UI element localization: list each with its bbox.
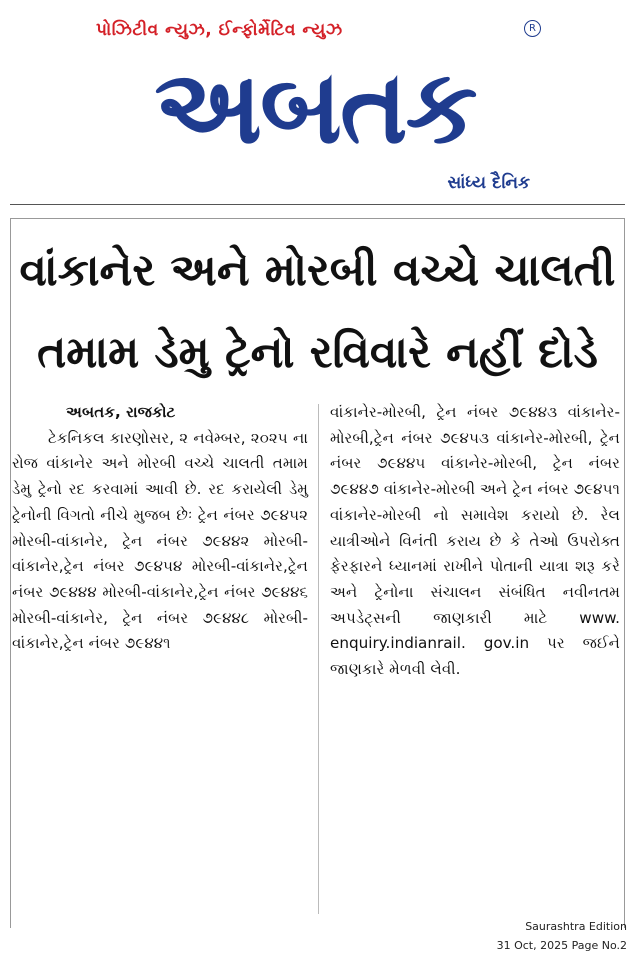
article-headline-line-1: વાંકાનેર અને મોરબી વચ્ચે ચાલતી (19, 245, 616, 296)
article-border-left (10, 218, 11, 928)
edition-name: Saurashtra Edition (525, 920, 627, 933)
newspaper-tagline: પોઝિટીવ ન્યુઝ, ઈન્ફોર્મેટિવ ન્યુઝ (96, 20, 343, 40)
article-dateline: અબતક, રાજકોટ (66, 403, 176, 421)
article-column-2 (330, 400, 620, 683)
article-column-1-body: ટેકનિકલ કારણોસર, ૨ નવેમ્બર, ૨૦૨૫ ના રોજ વાંકાનેર અને મોરબી વચ્ચે ચાલતી તમામ ડેમુ ટ્રેનો રદ કરવામાં આવી છે. રદ કરાયેલી ડેમુ ટ્રેનોની વિગતો નીચે મુજબ છેઃ ટ્રેન નંબર ૭૯૪૫૨ મોરબી-વાંકાનેર, ટ્રેન નંબર ૭૯૪૪૨ મોરબી-વાંકાનેર,ટ્રેન નંબર ૭૯૪૫૪ મોરબી-વાંકાનેર,ટ્રેન નંબર ૭૯૪૪૪ મોરબી-વાંકાનેર,ટ્રેન નંબર ૭૯૪૪૬ મોરબી-વાંકાનેર, ટ્રેન નંબર ૭૯૪૪૮ મોરબી-વાંકાનેર,ટ્રેન નંબર ૭૯૪૪૧ (12, 428, 308, 653)
registered-trademark-icon: R (524, 20, 541, 37)
article-headline-line-2: તમામ ડેમુ ટ્રેનો રવિવારે નહીં દોડે (37, 327, 598, 378)
edition-date-page: 31 Oct, 2025 Page No.2 (496, 939, 627, 952)
header-divider (10, 204, 625, 205)
article-column-1 (12, 400, 308, 657)
article-column-2-body: વાંકાનેર-મોરબી, ટ્રેન નંબર ૭૯૪૪૩ વાંકાનેર-મોરબી,ટ્રેન નંબર ૭૯૪૫૩ વાંકાનેર-મોરબી, ટ્રેન નંબર ૭૯૪૪૫ વાંકાનેર-મોરબી, ટ્રેન નંબર ૭૯૪૪૭ વાંકાનેર-મોરબી અને ટ્રેન નંબર ૭૯૪૫૧ વાંકાનેર-મોરબી નો સમાવેશ કરાયો છે. રેલ યાત્રીઓને વિનંતી કરાય છે કે તેઓ ઉપરોક્ત ફેરફારને ધ્યાનમાં રાખીને પોતાની યાત્રા શરૂ કરે અને ટ્રેનોના સંચાલન સંબંધિત નવીનતમ અપડેટ્સની જાણકારી માટે www. enquiry.indianrail. gov.in પર જઈને જાણકારે મેળવી લેવી. (330, 403, 620, 679)
edition-type-label: સાંધ્ય દૈનિક (447, 173, 530, 193)
newspaper-masthead-logo: અબતક (154, 48, 476, 167)
article-border-top (10, 218, 625, 219)
column-divider (318, 404, 319, 914)
article-border-right (624, 218, 625, 928)
